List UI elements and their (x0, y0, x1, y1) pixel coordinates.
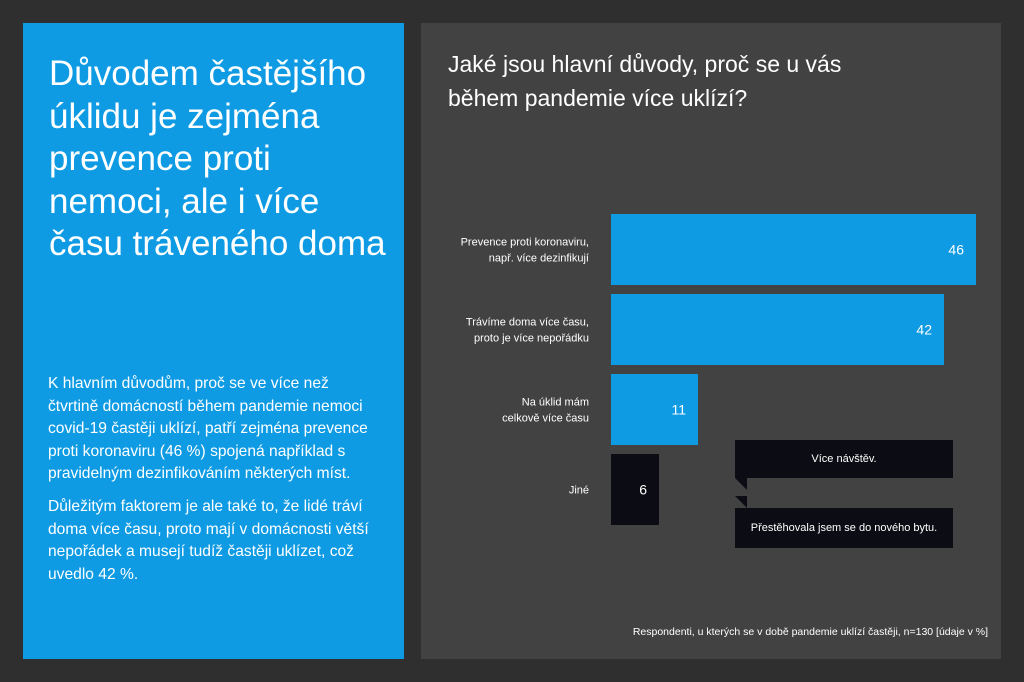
bar-value-label: 6 (639, 481, 647, 498)
callout-moved (735, 508, 953, 548)
callout-pointer (735, 496, 747, 508)
chart-panel (421, 23, 1001, 659)
category-label-line: Jiné (568, 484, 589, 497)
category-label-line: Na úklid mám (521, 396, 589, 409)
category-label-line: Prevence proti koronaviru, (460, 236, 589, 249)
summary-paragraph-2: Důležitým faktorem je ale také to, že lidé tráví doma více času, proto mají v domácnosti větší nepořádek a musejí tudíž častěji uklízet, což uvedlo 42 %. (48, 497, 369, 583)
callout-more-visits-text: Více návštěv. (811, 453, 877, 465)
bar-3 (611, 454, 659, 525)
callout-pointer (735, 478, 747, 490)
bar-1 (611, 294, 944, 365)
category-label-line: celkově více času (502, 412, 589, 425)
headline: Důvodem častějšího úklidu je zejména prevence proti nemoci, ale i více času tráveného doma (49, 54, 386, 263)
summary-paragraph-1: K hlavním důvodům, proč se ve více než čtvrtině domácností během pandemie nemoci covid-19 častěji uklízí, patří zejména prevence proti koronaviru (46 %) spojená například s pravidelným dezinfikováním některých míst. (48, 375, 368, 483)
category-label-line: např. více dezinfikují (488, 252, 589, 265)
bar-value-label: 11 (671, 401, 686, 418)
bar-value-label: 46 (948, 241, 964, 258)
category-label-line: proto je více nepořádku (474, 332, 589, 345)
summary-panel (23, 23, 404, 659)
chart-question: Jaké jsou hlavní důvody, proč se u vás během pandemie více uklízí? (448, 51, 842, 111)
category-label (502, 397, 589, 425)
callout-more-visits (735, 440, 953, 478)
bar-0 (611, 214, 976, 285)
callout-moved-text: Přestěhovala jsem se do nového bytu. (750, 522, 938, 534)
summary-text (48, 373, 383, 596)
bar-chart (421, 23, 1001, 659)
footnote: Respondenti, u kterých se v době pandemie uklízí častěji, n=130 [údaje v %] (632, 626, 988, 638)
category-label (461, 237, 589, 265)
category-label (466, 317, 589, 345)
bar-value-label: 42 (916, 321, 932, 338)
category-label (569, 485, 589, 497)
category-label-line: Trávíme doma více času, (465, 316, 589, 329)
